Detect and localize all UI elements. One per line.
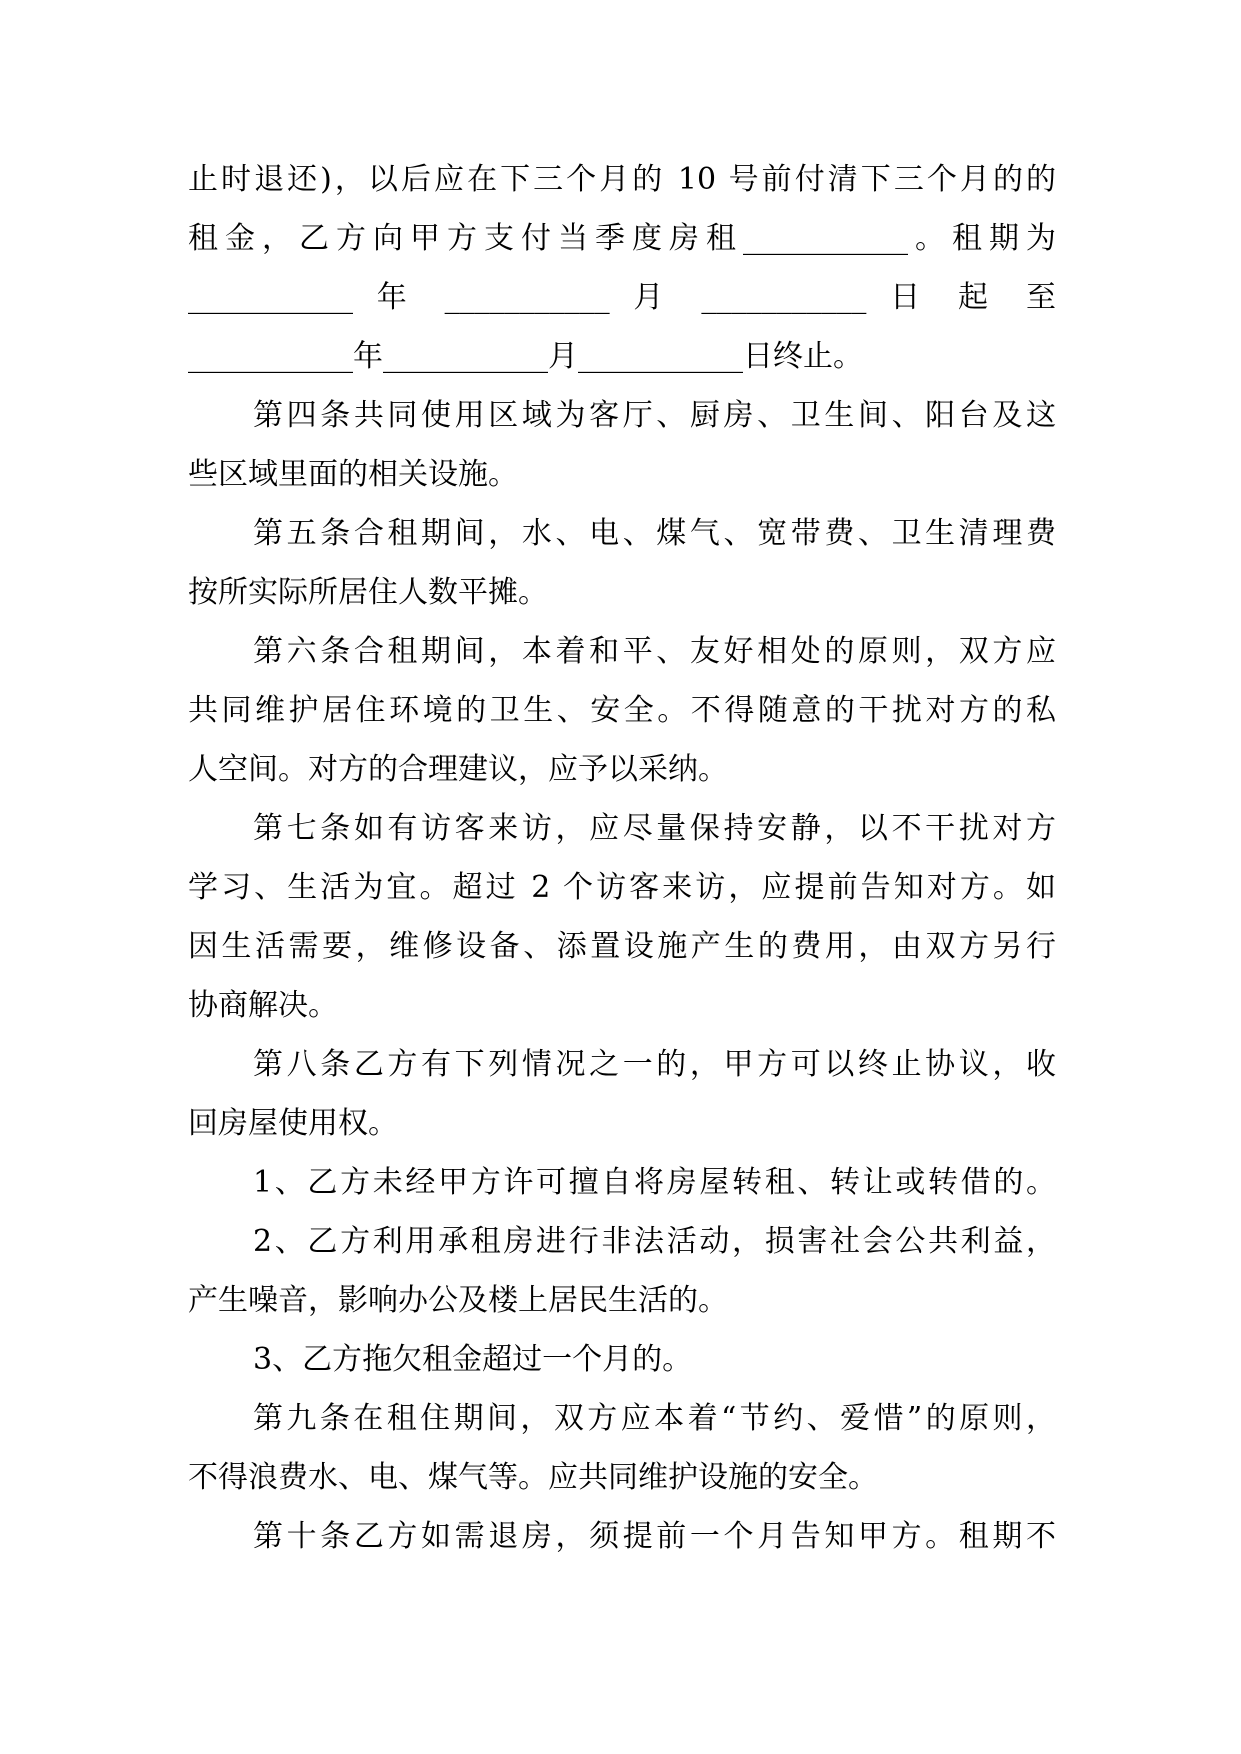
clause-7-line: 第七条如有访客来访，应尽量保持安静，以不干扰对方 xyxy=(253,811,1056,846)
text-line: 协商解决。 xyxy=(188,988,338,1023)
text-line: 些区域里面的相关设施。 xyxy=(188,457,518,492)
text-line: 产生噪音，影响办公及楼上居民生活的。 xyxy=(188,1283,728,1318)
text-line: ___________年___________月___________日终止。 xyxy=(188,339,863,374)
text-line: 人空间。对方的合理建议，应予以采纳。 xyxy=(188,752,728,787)
clause-8-line: 第八条乙方有下列情况之一的，甲方可以终止协议，收 xyxy=(253,1047,1056,1082)
list-item-2: 2、乙方利用承租房进行非法活动，损害社会公共利益， xyxy=(253,1224,1056,1259)
clause-10-line: 第十条乙方如需退房，须提前一个月告知甲方。租期不 xyxy=(253,1519,1056,1554)
clause-4-line: 第四条共同使用区域为客厅、厨房、卫生间、阳台及这 xyxy=(253,398,1056,433)
list-item-3: 3、乙方拖欠租金超过一个月的。 xyxy=(253,1342,693,1377)
text-line: 因生活需要，维修设备、添置设施产生的费用，由双方另行 xyxy=(188,929,1056,964)
text-line: 回房屋使用权。 xyxy=(188,1106,398,1141)
text-line: 租金，乙方向甲方支付当季度房租___________。租期为 xyxy=(188,221,1056,256)
text-line: 按所实际所居住人数平摊。 xyxy=(188,575,548,610)
clause-5-line: 第五条合租期间，水、电、煤气、宽带费、卫生清理费 xyxy=(253,516,1056,551)
text-line: 不得浪费水、电、煤气等。应共同维护设施的安全。 xyxy=(188,1460,878,1495)
text-line: ___________ 年 ___________ 月 ___________ 日 起 至 xyxy=(188,280,1056,315)
document-page xyxy=(188,150,1056,1566)
text-line: 学习、生活为宜。超过 2 个访客来访，应提前告知对方。如 xyxy=(188,870,1056,905)
text-line: 止时退还)，以后应在下三个月的 10 号前付清下三个月的的 xyxy=(188,162,1056,197)
list-item-1: 1、乙方未经甲方许可擅自将房屋转租、转让或转借的。 xyxy=(253,1165,1056,1200)
clause-6-line: 第六条合租期间，本着和平、友好相处的原则，双方应 xyxy=(253,634,1056,669)
text-line: 共同维护居住环境的卫生、安全。不得随意的干扰对方的私 xyxy=(188,693,1056,728)
clause-9-line: 第九条在租住期间，双方应本着“节约、爱惜”的原则， xyxy=(253,1401,1056,1436)
